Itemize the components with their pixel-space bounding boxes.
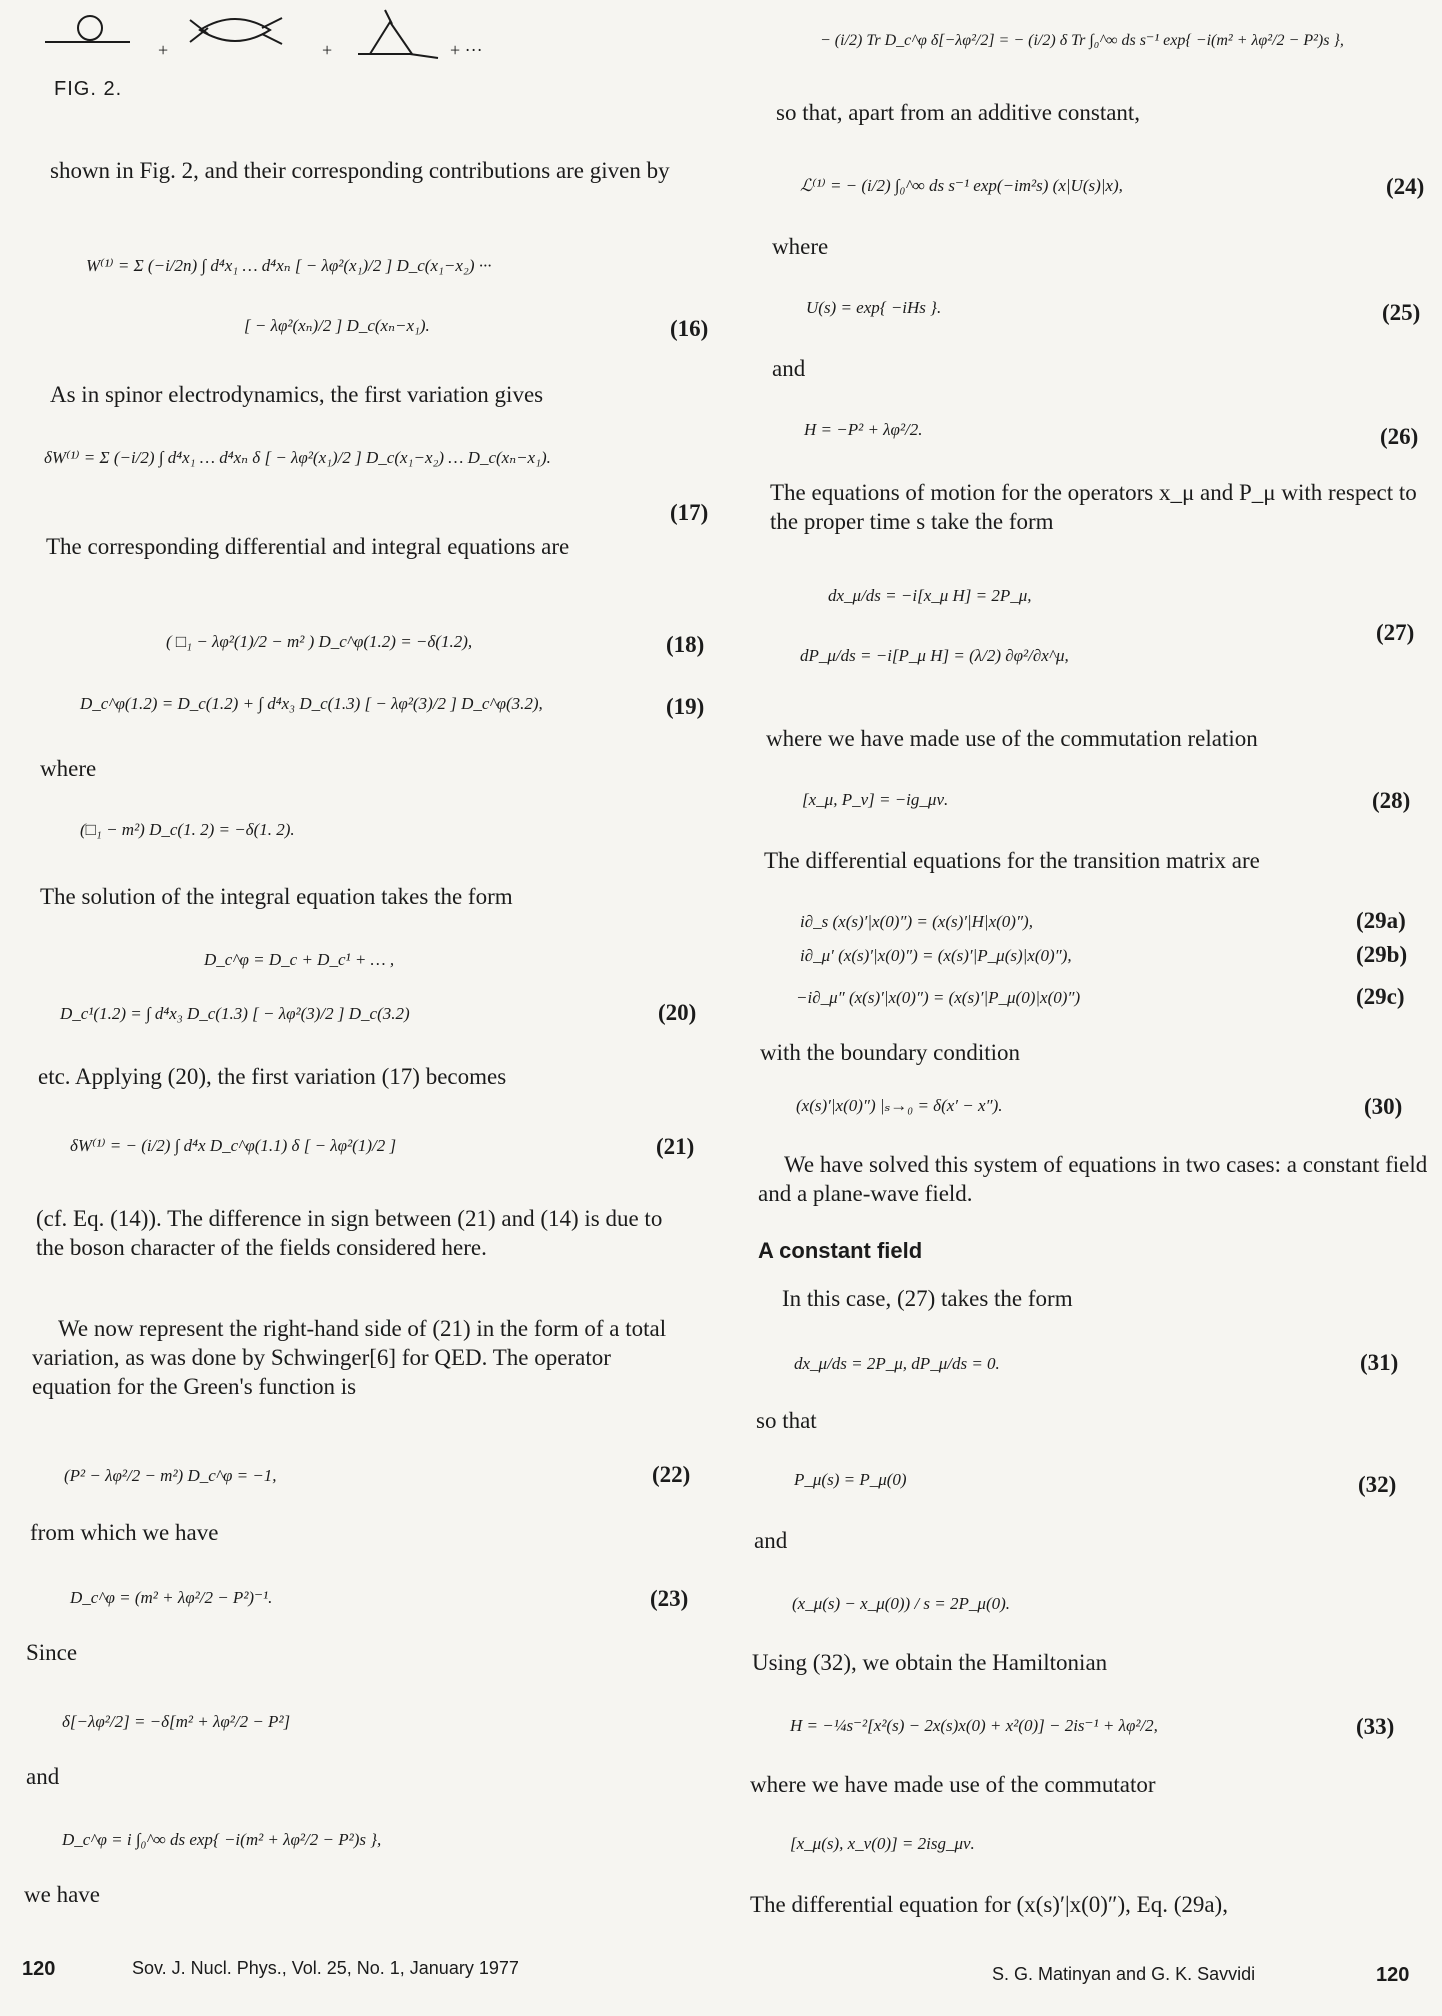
journal-citation: Sov. J. Nucl. Phys., Vol. 25, No. 1, January 1977 [132,1958,519,1978]
equation-and: D_c^φ = i ∫₀^∞ ds exp{ −i(m² + λφ²/2 − P²)s }, [62,1830,382,1849]
page-number-left: 120 [22,1958,56,1980]
equation-x-s: (x_μ(s) − x_μ(0)) / s = 2P_μ(0). [792,1594,1011,1613]
equation-number-29a: (29a) [1356,908,1406,933]
equation-29b: i∂_μ′ (x(s)′|x(0)″) = (x(s)′|P_μ(s)|x(0)″), [800,946,1072,965]
left-and-1: and [26,1764,60,1789]
equation-25: U(s) = exp{ −iHs }. [806,298,942,317]
equation-27a: dx_μ/ds = −i[x_μ H] = 2P_μ, [828,586,1032,605]
equation-number-25: (25) [1382,300,1421,325]
equation-20a: D_c^φ = D_c + D_c¹ + … , [204,950,395,969]
equation-29a: i∂_s (x(s)′|x(0)″) = (x(s)′|H|x(0)″), [800,912,1033,931]
equation-number-21: (21) [656,1134,695,1159]
left-paragraph-2: As in spinor electrodynamics, the first variation gives [50,382,544,407]
left-since: Since [26,1640,78,1665]
right-paragraph-7: In this case, (27) takes the form [782,1286,1073,1311]
right-paragraph-9: where we have made use of the commutator [750,1772,1156,1797]
equation-30: (x(s)′|x(0)″) |ₛ→₀ = δ(x′ − x″). [796,1096,1003,1115]
figure-plus-1: + [158,40,169,60]
equation-number-24: (24) [1386,174,1425,199]
equation-number-16: (16) [670,316,709,341]
equation-17: δW⁽¹⁾ = Σ (−i/2) ∫ d⁴x₁ … d⁴xₙ δ [ − λφ²(x₁)/2 ] D_c(x₁−x₂) … D_c(xₙ−x₁). [44,448,551,467]
left-paragraph-1: shown in Fig. 2, and their corresponding contributions are given by [50,158,670,183]
right-where-1: where [772,234,829,259]
right-paragraph-3: where we have made use of the commutation relation [766,726,1258,751]
equation-number-27: (27) [1376,620,1415,645]
equation-number-22: (22) [652,1462,691,1487]
right-so-that: so that [756,1408,817,1433]
equation-since: δ[−λφ²/2] = −δ[m² + λφ²/2 − P²] [62,1712,291,1731]
figure-plus-2: + [322,40,333,60]
left-paragraph-4: The solution of the integral equation takes the form [40,884,513,909]
equation-number-23: (23) [650,1586,689,1611]
left-paragraph-5: etc. Applying (20), the first variation (17) becomes [38,1064,507,1089]
equation-21: δW⁽¹⁾ = − (i/2) ∫ d⁴x D_c^φ(1.1) δ [ − λφ²(1)/2 ] [70,1136,397,1155]
authors: S. G. Matinyan and G. K. Savvidi [992,1964,1256,1984]
equation-number-29b: (29b) [1356,942,1408,967]
left-we-have: we have [24,1882,100,1907]
right-paragraph-4: The differential equations for the transition matrix are [764,848,1260,873]
right-paragraph-6: We have solved this system of equations in two cases: a constant field and a plane-wave field. [758,1152,1428,1206]
equation-commutator: [x_μ(s), x_ν(0)] = 2isg_μν. [790,1834,975,1853]
figure-caption: FIG. 2. [54,78,123,100]
equation-24: ℒ⁽¹⁾ = − (i/2) ∫₀^∞ ds s⁻¹ exp(−im²s) (x|U(s)|x), [800,176,1123,195]
left-paragraph-8: from which we have [30,1520,219,1545]
equation-number-18: (18) [666,632,705,657]
equation-33: H = −¼s⁻²[x²(s) − 2x(s)x(0) + x²(0)] − 2is⁻¹ + λφ²/2, [790,1716,1158,1735]
equation-18: ( □₁ − λφ²(1)/2 − m² ) D_c^φ(1.2) = −δ(1.2), [166,632,473,651]
equation-29c: −i∂_μ″ (x(s)′|x(0)″) = (x(s)′|P_μ(0)|x(0)″) [796,988,1081,1007]
equation-number-31: (31) [1360,1350,1399,1375]
equation-number-29c: (29c) [1356,984,1405,1009]
page-number-right: 120 [1376,1964,1410,1986]
equation-number-17: (17) [670,500,709,525]
equation-number-28: (28) [1372,788,1411,813]
equation-27b: dP_μ/ds = −i[P_μ H] = (λ/2) ∂φ²/∂x^μ, [800,646,1069,665]
equation-26: H = −P² + λφ²/2. [804,420,923,439]
right-paragraph-8: Using (32), we obtain the Hamiltonian [752,1650,1108,1675]
equation-number-32: (32) [1358,1472,1397,1497]
equation-31: dx_μ/ds = 2P_μ, dP_μ/ds = 0. [794,1354,1000,1373]
figure-ellipsis: + ··· [450,40,483,60]
right-paragraph-5: with the boundary condition [760,1040,1020,1065]
equation-number-20: (20) [658,1000,697,1025]
equation-16a: W⁽¹⁾ = Σ (−i/2n) ∫ d⁴x₁ … d⁴xₙ [ − λφ²(x₁)/2 ] D_c(x₁−x₂) ··· [86,256,492,275]
right-paragraph-2: The equations of motion for the operators x_μ and P_μ with respect to the proper time s take the form [770,480,1417,534]
bubble-diagram [190,18,282,44]
left-paragraph-6: (cf. Eq. (14)). The difference in sign between (21) and (14) is due to the boson character of the fields considered here. [36,1206,663,1260]
equation-16b: [ − λφ²(xₙ)/2 ] D_c(xₙ−x₁). [244,316,430,335]
left-where-1: where [40,756,97,781]
equation-20b: D_c¹(1.2) = ∫ d⁴x₃ D_c(1.3) [ − λφ²(3)/2 ] D_c(3.2) [60,1004,410,1023]
triangle-diagram [358,10,438,58]
left-paragraph-7: We now represent the right-hand side of (21) in the form of a total variation, as was done by Schwinger[6] for QED. The operator equation for the Green's function is [32,1316,667,1399]
equation-32: P_μ(s) = P_μ(0) [794,1470,907,1489]
equation-where: (□₁ − m²) D_c(1. 2) = −δ(1. 2). [80,820,295,839]
equation-22: (P² − λφ²/2 − m²) D_c^φ = −1, [64,1466,277,1485]
equation-number-26: (26) [1380,424,1419,449]
equation-number-33: (33) [1356,1714,1395,1739]
equation-28: [x_μ, P_ν] = −ig_μν. [802,790,949,809]
equation-number-30: (30) [1364,1094,1403,1119]
equation-number-19: (19) [666,694,705,719]
right-paragraph-10: The differential equation for (x(s)′|x(0)″), Eq. (29a), [750,1892,1228,1917]
figure-2-diagrams [40,8,520,78]
equation-23: D_c^φ = (m² + λφ²/2 − P²)⁻¹. [70,1588,273,1607]
right-paragraph-1: so that, apart from an additive constant, [776,100,1141,125]
section-heading: A constant field [758,1238,923,1263]
tadpole-diagram [45,16,130,42]
equation-top-right: − (i/2) Tr D_c^φ δ[−λφ²/2] = − (i/2) δ Tr ∫₀^∞ ds s⁻¹ exp{ −i(m² + λφ²/2 − P²)s }, [820,32,1344,49]
left-paragraph-3: The corresponding differential and integral equations are [46,534,570,559]
right-and-2: and [754,1528,788,1553]
equation-19: D_c^φ(1.2) = D_c(1.2) + ∫ d⁴x₃ D_c(1.3) [ − λφ²(3)/2 ] D_c^φ(3.2), [80,694,543,713]
right-and-1: and [772,356,806,381]
